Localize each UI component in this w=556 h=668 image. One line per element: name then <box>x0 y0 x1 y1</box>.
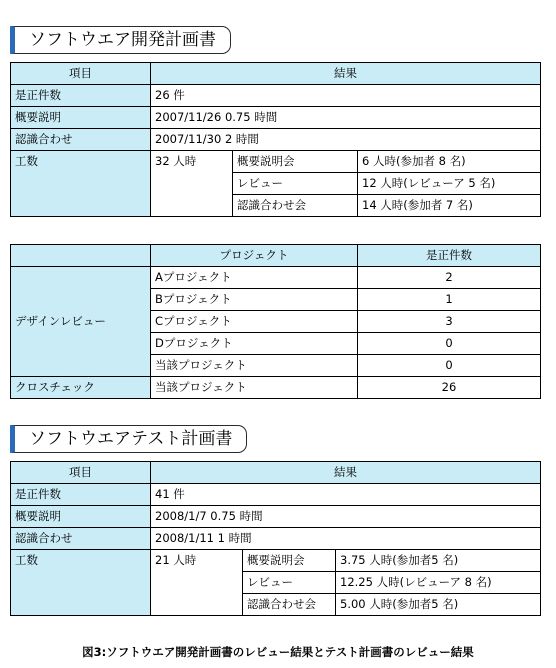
figure-caption: 図3:ソフトウエア開発計画書のレビュー結果とテスト計画書のレビュー結果 <box>82 645 474 659</box>
effort-detail-name: 認識合わせ会 <box>243 594 336 616</box>
effort-detail-name: レビュー <box>243 572 336 594</box>
effort-detail-value: 5.00 人時(参加者5 名) <box>336 594 541 616</box>
effort-total: 21 人時 <box>151 550 243 616</box>
dev-plan-table <box>10 62 541 217</box>
header-item: 項目 <box>11 63 151 85</box>
project-name: 当該プロジェクト <box>151 377 358 399</box>
header-count: 是正件数 <box>358 245 541 267</box>
header-result: 結果 <box>151 63 541 85</box>
effort-label: 工数 <box>11 550 151 616</box>
row-label: 概要説明 <box>11 107 151 129</box>
project-count: 2 <box>358 267 541 289</box>
row-value: 26 件 <box>151 85 541 107</box>
row-value: 2007/11/30 2 時間 <box>151 129 541 151</box>
row-label: 概要説明 <box>11 506 151 528</box>
effort-detail-value: 12.25 人時(レビューア 8 名) <box>336 572 541 594</box>
table-row <box>11 129 541 151</box>
project-count: 0 <box>358 355 541 377</box>
table-row <box>11 550 541 572</box>
table-row <box>11 528 541 550</box>
test-plan-table <box>10 461 541 616</box>
design-review-label: デザインレビュー <box>11 267 151 377</box>
table-row <box>11 107 541 129</box>
row-value: 41 件 <box>151 484 541 506</box>
project-count: 0 <box>358 333 541 355</box>
effort-detail-name: レビュー <box>233 173 358 195</box>
effort-label: 工数 <box>11 151 151 217</box>
effort-total: 32 人時 <box>151 151 233 217</box>
effort-detail-value: 14 人時(参加者 7 名) <box>358 195 541 217</box>
table-row <box>11 484 541 506</box>
project-name: Aプロジェクト <box>151 267 358 289</box>
table-header-row <box>11 462 541 484</box>
row-label: 認識合わせ <box>11 129 151 151</box>
dev-plan-title: ソフトウエア開発計画書 <box>10 26 231 54</box>
table-header-row <box>11 63 541 85</box>
table-row <box>11 85 541 107</box>
table-row <box>11 377 541 399</box>
cross-check-label: クロスチェック <box>11 377 151 399</box>
effort-detail-name: 概要説明会 <box>243 550 336 572</box>
header-result: 結果 <box>151 462 541 484</box>
effort-detail-value: 12 人時(レビューア 5 名) <box>358 173 541 195</box>
effort-detail-name: 認識合わせ会 <box>233 195 358 217</box>
project-name: 当該プロジェクト <box>151 355 358 377</box>
project-name: Dプロジェクト <box>151 333 358 355</box>
project-count: 1 <box>358 289 541 311</box>
project-name: Bプロジェクト <box>151 289 358 311</box>
table-row <box>11 151 541 173</box>
row-label: 是正件数 <box>11 484 151 506</box>
test-plan-title: ソフトウエアテスト計画書 <box>10 425 247 453</box>
row-value: 2007/11/26 0.75 時間 <box>151 107 541 129</box>
project-count: 3 <box>358 311 541 333</box>
row-label: 是正件数 <box>11 85 151 107</box>
effort-detail-value: 6 人時(参加者 8 名) <box>358 151 541 173</box>
table-row <box>11 267 541 289</box>
header-blank <box>11 245 151 267</box>
effort-detail-value: 3.75 人時(参加者5 名) <box>336 550 541 572</box>
project-table <box>10 244 541 399</box>
header-item: 項目 <box>11 462 151 484</box>
project-name: Cプロジェクト <box>151 311 358 333</box>
table-row <box>11 506 541 528</box>
header-project: プロジェクト <box>151 245 358 267</box>
row-value: 2008/1/11 1 時間 <box>151 528 541 550</box>
effort-detail-name: 概要説明会 <box>233 151 358 173</box>
row-label: 認識合わせ <box>11 528 151 550</box>
project-count: 26 <box>358 377 541 399</box>
row-value: 2008/1/7 0.75 時間 <box>151 506 541 528</box>
table-header-row <box>11 245 541 267</box>
